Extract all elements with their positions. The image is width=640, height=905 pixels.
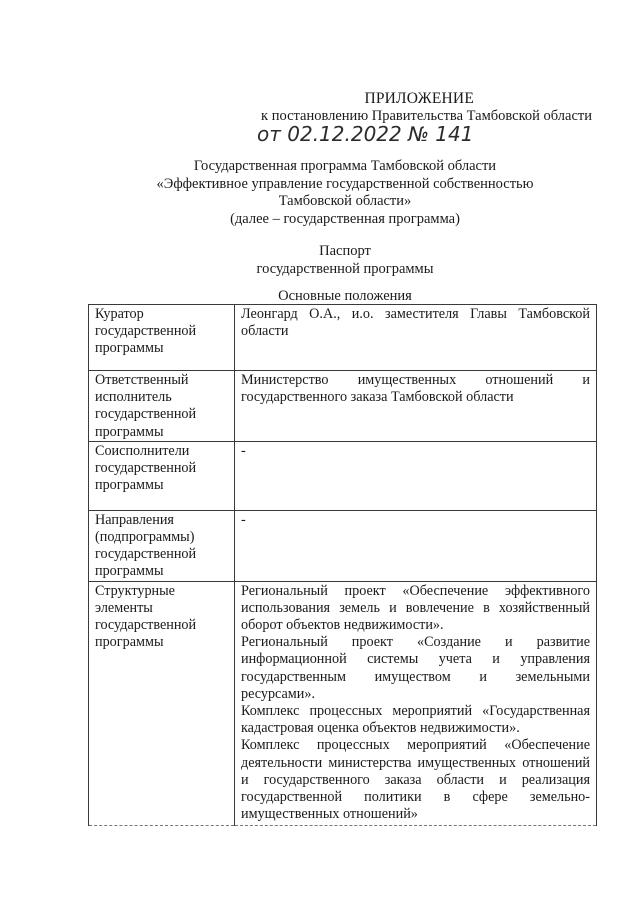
row-value-paragraph: Леонгард О.А., и.о. заместителя Главы Тамбовской области bbox=[241, 306, 590, 340]
table-row bbox=[89, 371, 597, 442]
program-title-line: Государственная программа Тамбовской области bbox=[193, 158, 497, 174]
passport-table bbox=[88, 304, 597, 826]
table-row bbox=[89, 510, 597, 581]
passport-subtitle: государственной программы bbox=[256, 260, 434, 277]
table-row bbox=[89, 305, 597, 371]
program-title bbox=[80, 158, 610, 228]
row-value bbox=[235, 581, 597, 825]
row-label: Ответственный исполнитель государственной программы bbox=[89, 371, 235, 442]
program-title-line: «Эффективное управление государственной собственностью bbox=[156, 175, 534, 192]
row-value bbox=[235, 510, 597, 581]
table-row bbox=[89, 441, 597, 510]
row-value bbox=[235, 441, 597, 510]
row-value bbox=[235, 371, 597, 442]
row-value-paragraph: Комплекс процессных мероприятий «Обеспечение деятельности министерства имущественных отношений и государственного заказа области и реализация государственной политики в сфере земельно-имущественных отношений» bbox=[241, 737, 590, 823]
handwritten-date-signature bbox=[257, 122, 557, 152]
passport-heading bbox=[80, 243, 610, 278]
row-label: Структурные элементы государственной программы bbox=[89, 581, 235, 825]
row-value-paragraph: Региональный проект «Обеспечение эффективного использования земель и вовлечение в хозяйственный оборот объектов недвижимости». bbox=[241, 582, 590, 634]
row-label: Куратор государственной программы bbox=[89, 305, 235, 371]
row-label: Соисполнители государственной программы bbox=[89, 441, 235, 510]
appendix-title: ПРИЛОЖЕНИЕ bbox=[364, 90, 474, 107]
handwritten-date: от 02.12.2022 № 141 bbox=[257, 122, 474, 146]
row-label: Направления (подпрограммы) государственной программы bbox=[89, 510, 235, 581]
row-value-paragraph: Комплекс процессных мероприятий «Государственная кадастровая оценка объектов недвижимости». bbox=[241, 703, 590, 737]
program-title-line: (далее – государственная программа) bbox=[230, 210, 460, 227]
row-value-paragraph: - bbox=[241, 511, 246, 528]
appendix-subtitle: к постановлению Правительства Тамбовской области bbox=[261, 108, 592, 124]
section-title: Основные положения bbox=[278, 288, 412, 304]
passport-title: Паспорт bbox=[319, 243, 371, 259]
row-value bbox=[235, 305, 597, 371]
program-title-line: Тамбовской области» bbox=[278, 193, 412, 209]
row-value-paragraph: Министерство имущественных отношений и государственного заказа Тамбовской области bbox=[241, 372, 590, 406]
row-value-paragraph: - bbox=[241, 442, 246, 459]
table-row bbox=[89, 581, 597, 825]
row-value-paragraph: Региональный проект «Создание и развитие информационной системы учета и управления государственным имуществом и земельными ресурсами». bbox=[241, 634, 590, 702]
